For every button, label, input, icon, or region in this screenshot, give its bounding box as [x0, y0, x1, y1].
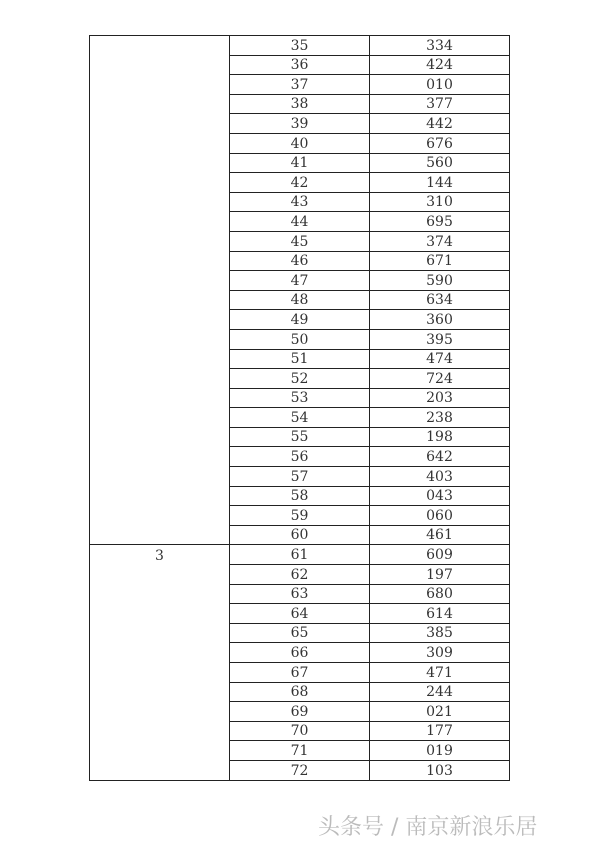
index-cell: 47 [230, 271, 370, 291]
index-cell: 60 [230, 525, 370, 545]
value-cell: 203 [370, 388, 510, 408]
index-cell: 39 [230, 114, 370, 134]
value-cell: 309 [370, 643, 510, 663]
index-cell: 61 [230, 545, 370, 565]
index-cell: 54 [230, 408, 370, 428]
index-cell: 58 [230, 486, 370, 506]
value-cell: 144 [370, 173, 510, 193]
value-cell: 560 [370, 153, 510, 173]
value-cell: 461 [370, 525, 510, 545]
value-cell: 377 [370, 94, 510, 114]
index-cell: 46 [230, 251, 370, 271]
index-cell: 52 [230, 369, 370, 389]
value-cell: 474 [370, 349, 510, 369]
index-cell: 71 [230, 741, 370, 761]
index-cell: 66 [230, 643, 370, 663]
index-cell: 40 [230, 133, 370, 153]
index-cell: 67 [230, 663, 370, 683]
value-cell: 198 [370, 427, 510, 447]
index-cell: 62 [230, 565, 370, 585]
index-cell: 38 [230, 94, 370, 114]
table-row [90, 36, 510, 56]
value-cell: 043 [370, 486, 510, 506]
index-cell: 43 [230, 192, 370, 212]
value-cell: 724 [370, 369, 510, 389]
value-cell: 634 [370, 290, 510, 310]
index-cell: 37 [230, 75, 370, 95]
index-cell: 45 [230, 231, 370, 251]
index-cell: 64 [230, 604, 370, 624]
index-cell: 68 [230, 682, 370, 702]
value-cell: 614 [370, 604, 510, 624]
index-cell: 49 [230, 310, 370, 330]
value-cell: 010 [370, 75, 510, 95]
group-label-cell [90, 36, 230, 545]
index-cell: 55 [230, 427, 370, 447]
value-cell: 671 [370, 251, 510, 271]
value-cell: 103 [370, 760, 510, 780]
index-cell: 51 [230, 349, 370, 369]
table-row [90, 545, 510, 565]
value-cell: 403 [370, 467, 510, 487]
index-cell: 50 [230, 329, 370, 349]
index-cell: 44 [230, 212, 370, 232]
value-cell: 385 [370, 623, 510, 643]
index-cell: 48 [230, 290, 370, 310]
value-cell: 021 [370, 702, 510, 722]
value-cell: 197 [370, 565, 510, 585]
value-cell: 695 [370, 212, 510, 232]
index-cell: 65 [230, 623, 370, 643]
index-cell: 70 [230, 721, 370, 741]
value-cell: 310 [370, 192, 510, 212]
value-cell: 238 [370, 408, 510, 428]
index-cell: 59 [230, 506, 370, 526]
index-cell: 56 [230, 447, 370, 467]
index-cell: 42 [230, 173, 370, 193]
value-cell: 590 [370, 271, 510, 291]
watermark: 头条号 / 南京新浪乐居 [318, 815, 538, 840]
value-cell: 395 [370, 329, 510, 349]
index-cell: 69 [230, 702, 370, 722]
index-cell: 57 [230, 467, 370, 487]
value-cell: 244 [370, 682, 510, 702]
value-cell: 177 [370, 721, 510, 741]
index-cell: 53 [230, 388, 370, 408]
value-cell: 374 [370, 231, 510, 251]
value-cell: 442 [370, 114, 510, 134]
value-cell: 471 [370, 663, 510, 683]
index-cell: 41 [230, 153, 370, 173]
value-cell: 060 [370, 506, 510, 526]
value-cell: 609 [370, 545, 510, 565]
value-cell: 334 [370, 36, 510, 56]
index-cell: 63 [230, 584, 370, 604]
data-table [89, 35, 510, 781]
value-cell: 019 [370, 741, 510, 761]
index-cell: 36 [230, 55, 370, 75]
group-label-cell: 3 [90, 545, 230, 780]
value-cell: 680 [370, 584, 510, 604]
index-cell: 35 [230, 36, 370, 56]
value-cell: 642 [370, 447, 510, 467]
value-cell: 676 [370, 133, 510, 153]
index-cell: 72 [230, 760, 370, 780]
value-cell: 360 [370, 310, 510, 330]
value-cell: 424 [370, 55, 510, 75]
